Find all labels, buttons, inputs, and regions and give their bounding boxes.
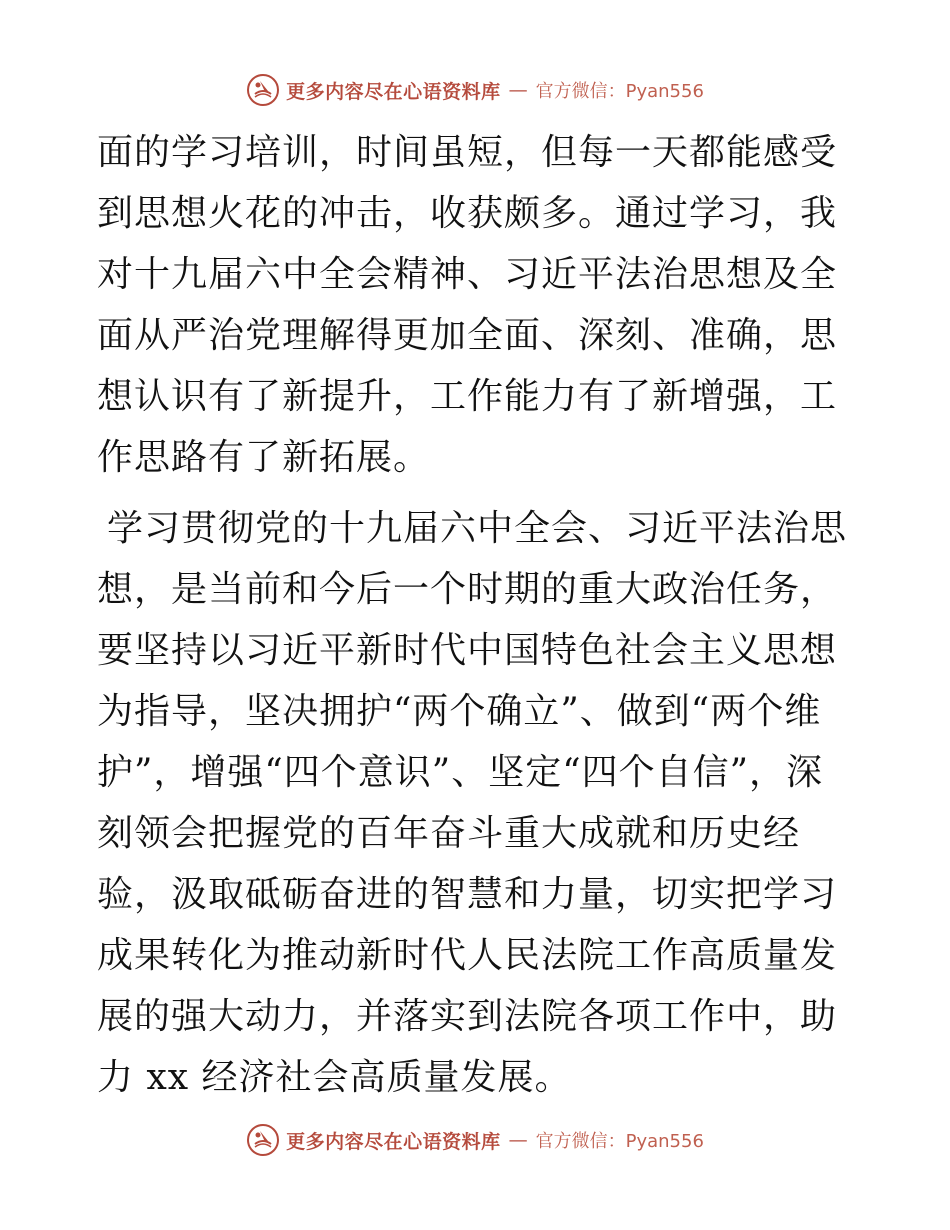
banner-title: 更多内容尽在心语资料库 — [286, 1130, 501, 1153]
book-quill-logo-icon — [246, 73, 280, 107]
footer-banner-inner — [246, 1123, 704, 1157]
footer-banner — [0, 1120, 950, 1160]
banner-separator: — — [508, 1129, 528, 1151]
banner-contact: 官方微信：Pyan556 — [535, 81, 704, 102]
document-body — [97, 122, 857, 1108]
banner-contact: 官方微信：Pyan556 — [535, 1131, 704, 1152]
paragraph-2: 学习贯彻党的十九届六中全会、习近平法治思想，是当前和今后一个时期的重大政治任务，要坚持以习近平新时代中国特色社会主义思想为指导，坚决拥护“两个确立”、做到“两个维护”，增强“四个意识”、坚定“四个自信”，深刻领会把握党的百年奋斗重大成就和历史经验，汲取砥砺奋进的智慧和力量，切实把学习成果转化为推动新时代人民法院工作高质量发展的强大动力，并落实到法院各项工作中，助力 xx 经济社会高质量发展。 — [97, 508, 848, 1098]
header-banner-inner — [246, 73, 704, 107]
banner-title: 更多内容尽在心语资料库 — [286, 80, 501, 103]
paragraph-1: 面的学习培训，时间虽短，但每一天都能感受到思想火花的冲击，收获颇多。通过学习，我对十九届六中全会精神、习近平法治思想及全面从严治党理解得更加全面、深刻、准确，思想认识有了新提升，工作能力有了新增强，工作思路有了新拓展。 — [97, 132, 838, 478]
banner-separator: — — [508, 79, 528, 101]
header-banner — [0, 70, 950, 110]
book-quill-logo-icon — [246, 1123, 280, 1157]
